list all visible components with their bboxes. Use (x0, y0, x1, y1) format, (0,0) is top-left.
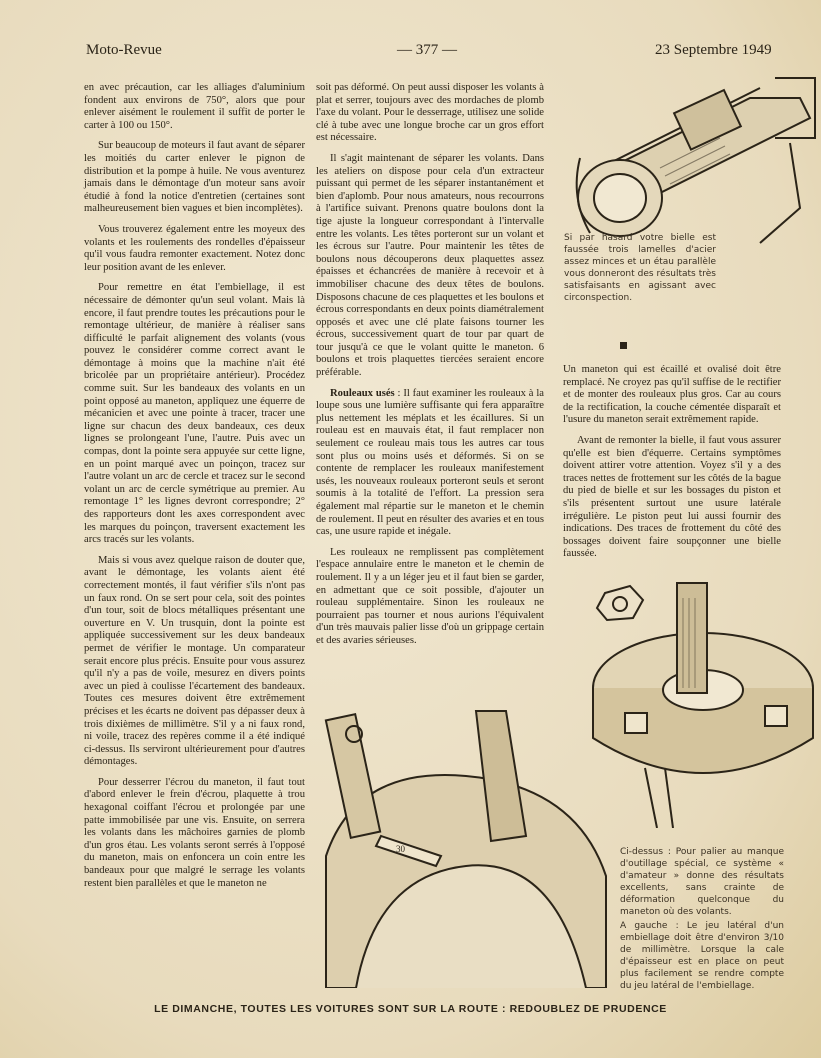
header-page-number: — 377 — (397, 42, 457, 58)
paragraph: soit pas déformé. On peut aussi disposer les volants à plat et serrer, toujours avec des mordaches de plomb l'axe du volant. Pour le desserrage, utilisez une solide clé à tube avec une longue broche car un gros effort est nécessaire. (316, 82, 544, 144)
caption-ci-dessus: Ci-dessus : Pour palier au manque d'outillage spécial, ce système « d'amateur » donne des résultats excellents, sans crainte de déformation quelconque du maneton où des volants. (620, 847, 784, 917)
paragraph: Sur beaucoup de moteurs il faut avant de séparer les moitiés du carter enlever le pignon de distribution et la pompe à huile. Ne vous aventurez jamais dans le démontage d'un moteur sans avoir étudié à fond la notice d'entretien (certaines sont malheureusement bien vagues et bien incomplètes). (84, 140, 305, 215)
paragraph: Les rouleaux ne remplissent pas complètement l'espace annulaire entre le maneton et le chemin de roulement. Il y a un léger jeu et il faut bien se garder, en admettant que ce soit possible, d'ajouter un rouleau supplémentaire. Sinon les rouleaux ne pourraient pas tourner et nous aurions l'équivalent d'un très mauvais palier lisse d'où un grippage certain et des avaries sérieuses. (316, 546, 544, 646)
header-date: 23 Septembre 1949 (655, 42, 772, 58)
article-column-1 (84, 82, 305, 898)
article-column-2 (316, 82, 544, 656)
footer-slogan: LE DIMANCHE, TOUTES LES VOITURES SONT SUR LA ROUTE : REDOUBLEZ DE PRUDENCE (154, 1003, 667, 1015)
article-column-3 (563, 364, 781, 569)
caption-bottom (620, 846, 784, 992)
subheading-rouleaux-uses: Rouleaux usés (330, 387, 395, 399)
paragraph: en avec précaution, car les alliages d'aluminium fondent aux environs de 750°, alors que pour enlever aisément le roulement il suffit de porter le carter à 100 ou 150°. (84, 82, 305, 131)
separator-square (620, 342, 627, 349)
paragraph: Vous trouverez également entre les moyeux des volants et les roulements des rondelles d'épaisseur qu'il vous faudra remonter exactement. Notez donc leur position avant de les enlever. (84, 223, 305, 273)
caption-top (564, 232, 716, 304)
connecting-rod-vise-illustration (560, 58, 820, 248)
crankshaft-feeler-gauge-illustration (316, 706, 616, 988)
flywheel-bolts-illustration (585, 578, 821, 828)
caption-a-gauche: A gauche : Le jeu latéral d'un embiellage doit être d'environ 3/10 de millimètre. Lorsque la cale d'épaisseur est en place on peut plus facilement se rendre compte du jeu latéral de l'embiellage. (620, 921, 784, 991)
paragraph: Pour remettre en état l'embiellage, il est nécessaire de démonter qu'un seul volant. Mais là encore, il faut prendre toutes les précautions pour le remontage ultérieur, de manière à réaliser sans difficulté le parfait alignement des volants (vous pouvez le considérer comme correct avant le démontage à moins que la machine n'ait été bricolée par un propriétaire antérieur). Procédez comme suit. Sur les bandeaux des volants en un point opposé au maneton, appliquez une équerre de mécanicien et avec une pointe à tracer, tracer une ligne sur chacun des deux bandeaux, ces deux lignes se prolongeant l'une, l'autre. Puis avec un compas, dont la pointe sera appuyée sur cette ligne, en un point marqué avec un poinçon, tracez sur l'autre volant un arc de cercle et tracez sur le second volant un arc de cercle symétrique au premier. Au remontage 1° les lignes devront correspondre; 2° des rapporteurs dont les axes correspondent avec les marques du poinçon, traversent exactement les arcs tracés sur les volants. (84, 282, 305, 546)
paragraph-rouleaux-uses (316, 388, 544, 539)
header-magazine-title: Moto-Revue (86, 42, 162, 58)
paragraph: Il s'agit maintenant de séparer les volants. Dans les ateliers on dispose pour cela d'un extracteur puissant qui permet de les séparer instantanément et bien d'aplomb. Pour nous amateurs, nous recourrons à l'artifice suivant. Prenons quatre boulons dont la tige ajuste la longueur correspondant à l'intervalle entre les volants. Les têtes porteront sur un volant et les écrous sur l'autre. Pour maintenir les têtes de boulons nous découperons deux plaquettes assez épaisses et échancrées de manière à recevoir et à immobiliser chacune des deux têtes de boulons. Disposons chacune de ces plaquettes et les boulons et écrous correspondants en deux points diamétralement opposés et avec une clé plate faisons tourner les écrous, successivement quart de tour par quart de tour jusqu'à ce que le volant quitte le maneton. 6 boulons et trois plaquettes tiercées seraient encore préférable. (316, 152, 544, 379)
figure-label: 30 (396, 844, 405, 854)
paragraph: Pour desserrer l'écrou du maneton, il faut tout d'abord enlever le frein d'écrou, plaquette à trou hexagonal coiffant l'écrou et prolongée par une patte immobilisée par une vis. Ensuite, on serrera les volants dans les mâchoires garnies de plomb d'un gros étau. Les volants seront serrés à l'opposé du maneton, mais on enfoncera un coin entre les bandeaux pour que malgré le serrage les volants restent bien parallèles et que le maneton ne (84, 776, 305, 889)
paragraph: Mais si vous avez quelque raison de douter que, avant le démontage, les volants aient été correctement montés, il faut vérifier s'ils n'ont pas un faux rond. On se sert pour cela, soit des pointes d'un tour, soit de blocs métalliques présentant une ouverture en V. Un trusquin, dont la pointe est appliquée successivement sur les deux bandeaux permet de vérifier le montage. Un comparateur serait encore plus précis. Ensuite pour vous assurez qu'il n'y a pas de voile, mesurez en divers points avec un pied à coulisse l'écartement des bandeaux. Toutes ces mesures doivent être extrêmement précises et les écarts ne doivent pas dépasser deux à trois dixièmes de millimètre. S'il y a ni faux rond, ni voile, tracez des repères comme il a été indiqué ci-dessus. Ils serviront ultérieurement pour d'autres démontages. (84, 554, 305, 768)
caption-text: Si par hasard votre bielle est faussée trois lamelles d'acier assez minces et un étau parallèle vous donneront des résultats très satisfaisants en agissant avec circonspection. (564, 233, 716, 303)
paragraph: Avant de remonter la bielle, il faut vous assurer qu'elle est bien d'équerre. Certains symptômes doivent attirer votre attention. Voyez s'il y a des traces nettes de frottement sur les côtés de la bague du pied de bielle et sur les bossages du piston et s'ils présentent surtout une usure latérale irrégulière. Le piston peut lui aussi fournir des indications. Des traces de frottement du côté des bossages doivent faire soupçonner une bielle faussée. (563, 434, 781, 560)
paragraph-body: : Il faut examiner les rouleaux à la loupe sous une lumière suffisante qui fera apparaître plus nettement les méplats et les écaillures. Si un rouleau est en mauvais état, il faut remplacer non seulement ce rouleau mais tous les autres car tous sont plus ou moins usés et déformés. Si on se contente de remplacer les rouleaux manifestement usés, les nouveaux rouleaux porteront seuls et seront soumis à la totalité de l'effort. La pression sera également mal répartie sur le maneton et le chemin de roulement. Il peut en résulter des avaries et en tous cas, une usure rapide et inégale. (316, 387, 544, 538)
paragraph: Un maneton qui est écaillé et ovalisé doit être remplacé. Ne croyez pas qu'il suffise de le rectifier et de monter des rouleaux plus gros. Car au cours de la rectification, la couche cémentée disparaît et l'usure du maneton serait extrêmement rapide. (563, 364, 781, 426)
